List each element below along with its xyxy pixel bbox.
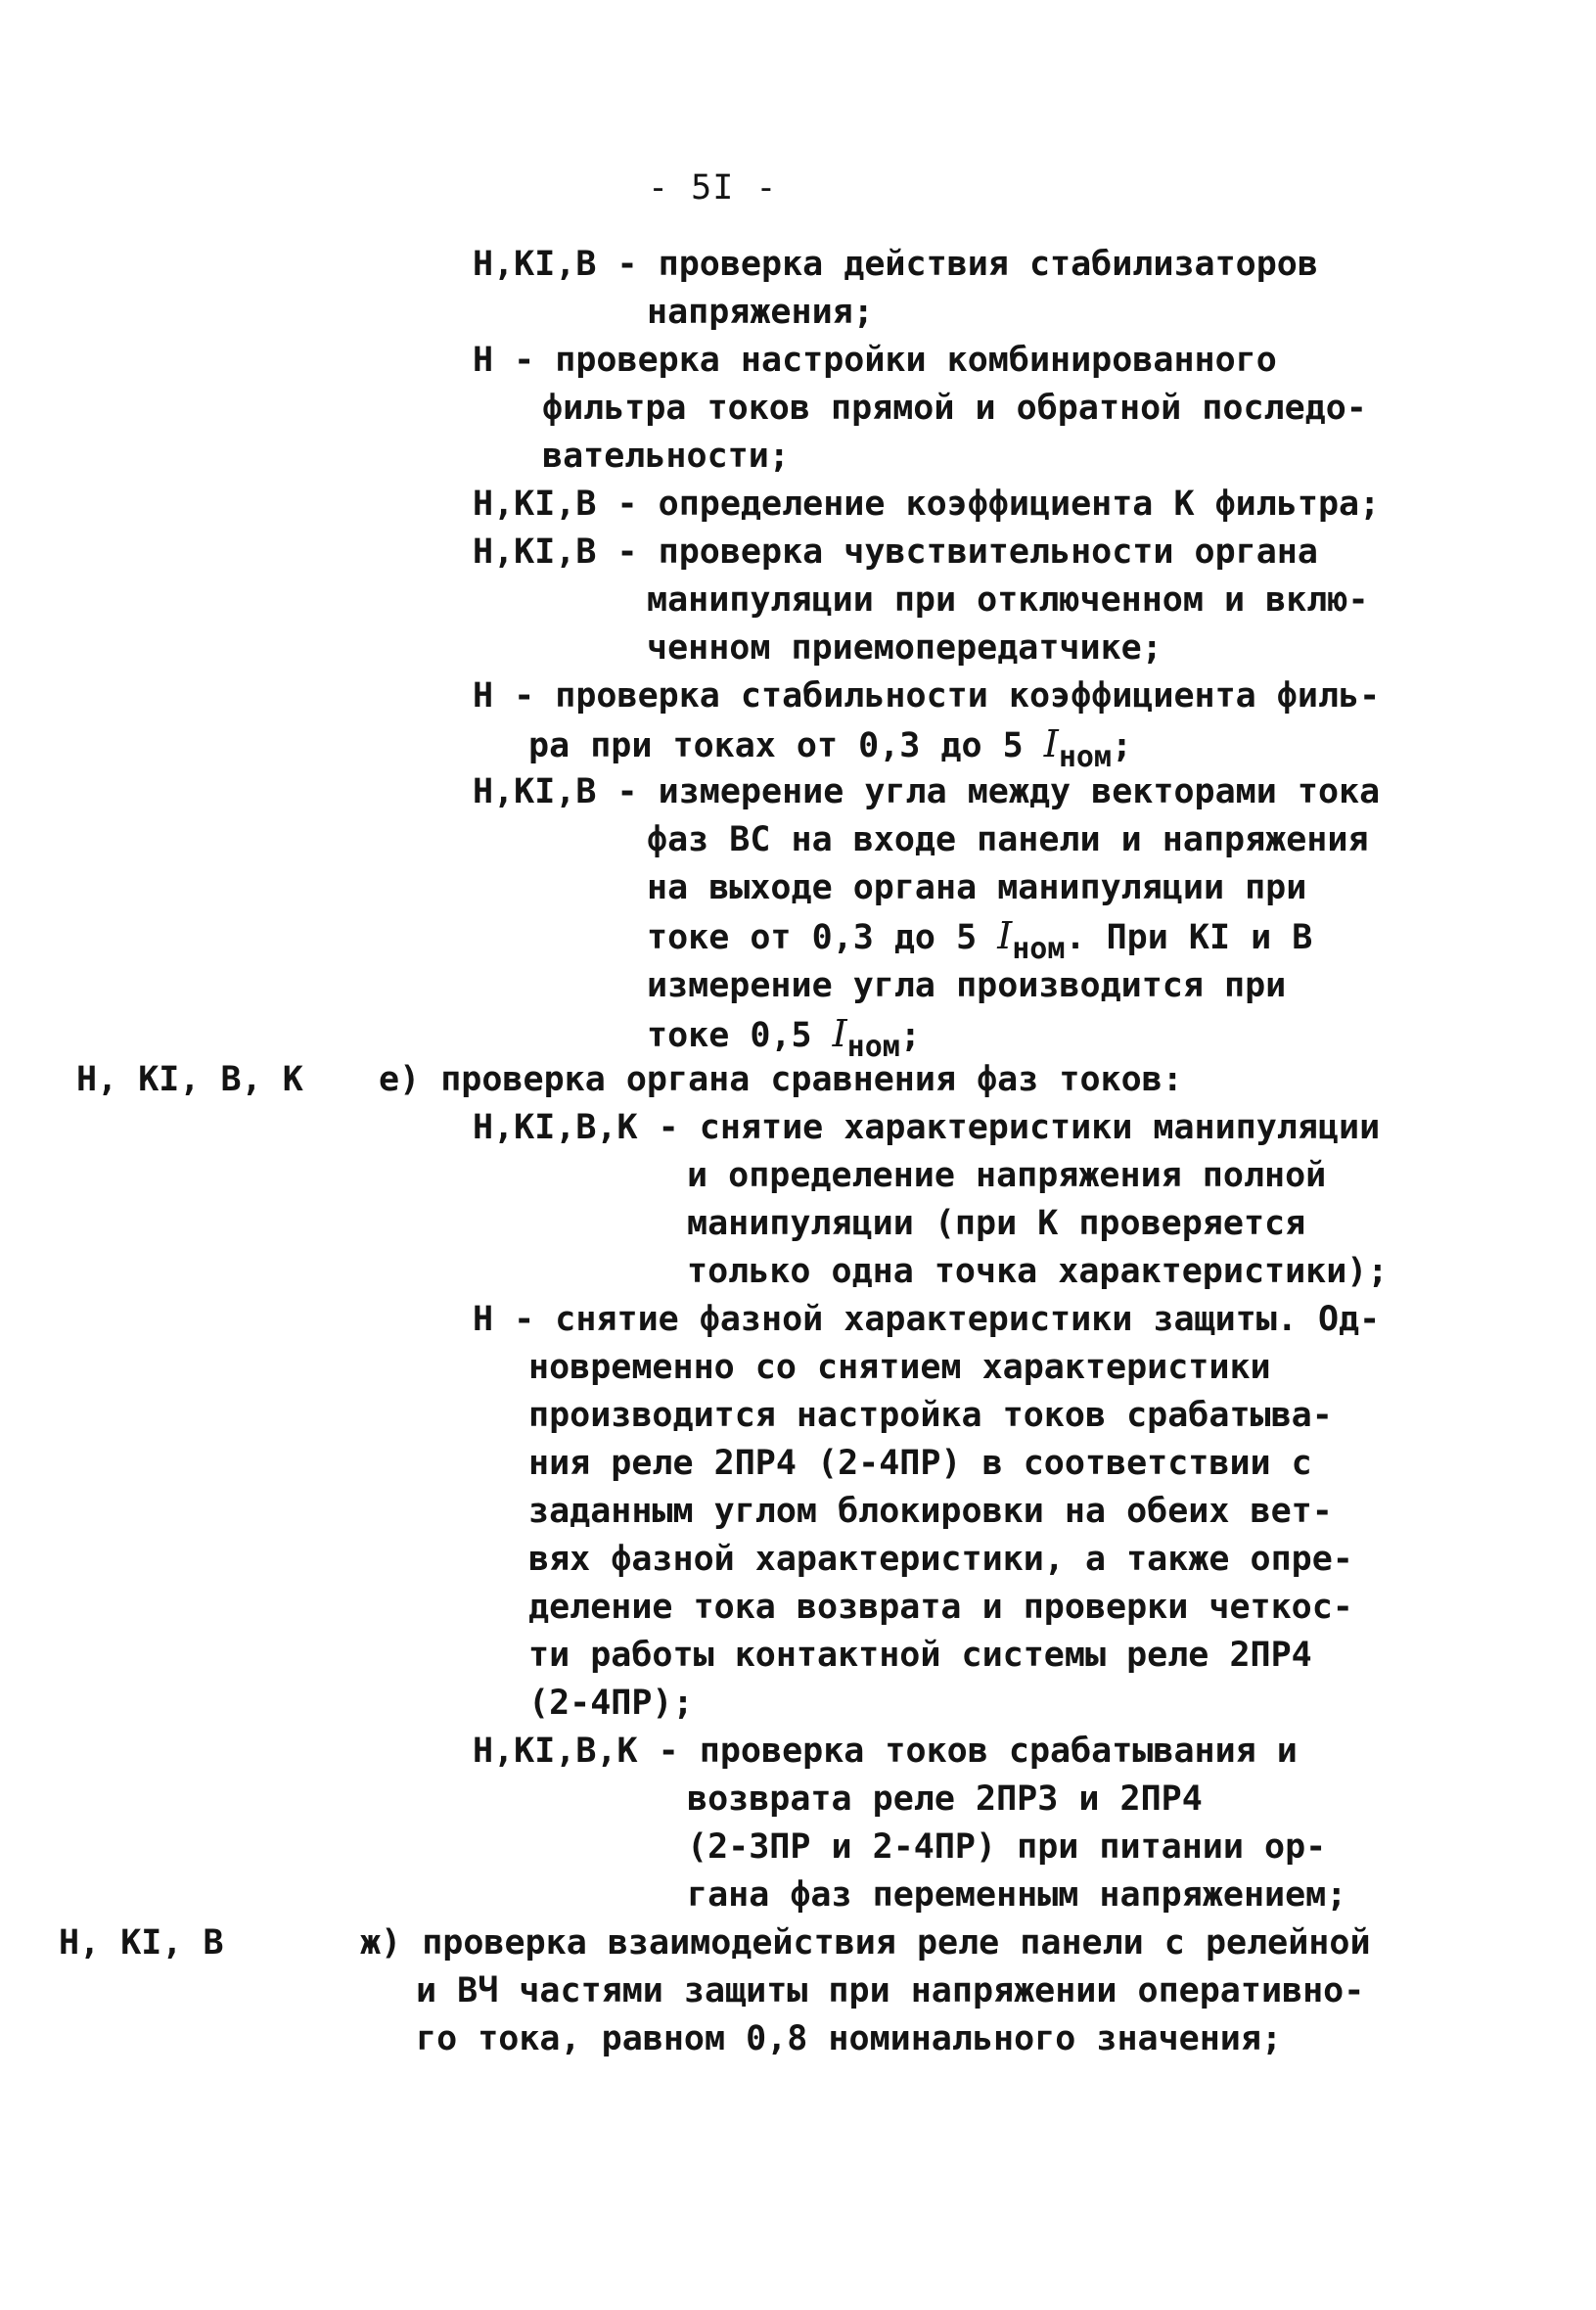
current-symbol: I <box>1043 722 1059 765</box>
text-fragment: ра при токах от 0,3 до 5 <box>528 726 1044 765</box>
text-line: (2-4ПР); <box>528 1684 694 1723</box>
indented-block <box>528 720 1133 774</box>
text-fragment: . При КI и В <box>1065 918 1313 957</box>
section-heading: е) проверка органа сравнения фаз токов: <box>379 1060 1183 1099</box>
text-fragment: токе от 0,3 до 5 <box>647 918 998 957</box>
text-line: возврата реле 2ПР3 и 2ПР4 <box>687 1779 1203 1819</box>
text-line: вательности; <box>542 437 790 476</box>
text-line: фаз ВС на входе панели и напряжения <box>647 820 1369 859</box>
text-line: производится настройка токов срабатыва- <box>528 1396 1333 1435</box>
text-line: ния реле 2ПР4 (2-4ПР) в соответствии с <box>528 1444 1312 1483</box>
text-line: Н,КI,В - измерение угла между векторами тока <box>473 772 1381 811</box>
item-block <box>473 1728 1298 1776</box>
text-line: Н - снятие фазной характеристики защиты. Од- <box>473 1300 1381 1339</box>
margin-label: Н, КI, В <box>59 1923 224 1963</box>
page-number: - 5I - <box>648 168 778 208</box>
text-line: только одна точка характеристики); <box>687 1252 1389 1291</box>
section-heading-block <box>360 1919 1371 1967</box>
text-line: заданным углом блокировки на обеих вет- <box>528 1492 1333 1531</box>
section-heading-block <box>379 1056 1380 1152</box>
indented-block <box>687 1776 1346 1919</box>
text-line: на выходе органа манипуляции при <box>647 868 1307 907</box>
text-line: (2-3ПР и 2-4ПР) при питании ор- <box>687 1827 1327 1867</box>
current-symbol: I <box>997 914 1013 957</box>
current-subscript: ном <box>1012 932 1066 966</box>
text-line: новременно со снятием характеристики <box>528 1348 1271 1387</box>
text-line: ченном приемопередатчике; <box>647 628 1163 668</box>
text-fragment: токе 0,5 <box>647 1016 833 1055</box>
indented-block <box>647 289 874 337</box>
item-block <box>473 672 1380 720</box>
text-line: Н,КI,В,К - снятие характеристики манипуляции <box>473 1108 1381 1147</box>
current-symbol: I <box>832 1012 847 1055</box>
text-line: ти работы контактной системы реле 2ПР4 <box>528 1636 1312 1675</box>
indented-block <box>416 1967 1364 2063</box>
text-line: и определение напряжения полной <box>687 1156 1327 1195</box>
text-line: манипуляции при отключенном и вклю- <box>647 580 1369 620</box>
text-line: Н,КI,В,К - проверка токов срабатывания и <box>473 1732 1298 1771</box>
text-line: манипуляции (при К проверяется <box>687 1204 1306 1243</box>
text-line: Н - проверка стабильности коэффициента филь- <box>473 676 1381 716</box>
section-heading: ж) проверка взаимодействия реле панели с релейной <box>360 1923 1371 1963</box>
item-block <box>473 768 1380 816</box>
text-line-with-formula <box>528 720 1133 774</box>
punctuation: ; <box>899 1016 921 1055</box>
item-block <box>473 481 1380 577</box>
current-subscript: ном <box>1058 740 1112 774</box>
text-line: Н - проверка настройки комбинированного <box>473 341 1277 380</box>
text-line: Н,КI,В - проверка действия стабилизаторов <box>473 245 1318 284</box>
indented-block <box>542 385 1367 481</box>
text-line: измерение угла производится при <box>647 966 1287 1005</box>
indented-block <box>647 816 1369 1064</box>
item-block <box>473 337 1277 385</box>
text-line-with-formula <box>647 912 1369 966</box>
indented-block <box>687 1152 1388 1296</box>
text-line-with-formula <box>647 1010 1369 1064</box>
text-line: фильтра токов прямой и обратной последо- <box>542 389 1367 428</box>
margin-label: Н, КI, В, К <box>76 1060 303 1099</box>
current-subscript: ном <box>846 1030 900 1064</box>
item-block <box>473 1296 1380 1344</box>
text-line: Н,КI,В - проверка чувствительности органа <box>473 532 1318 572</box>
test-items-block <box>473 241 1318 289</box>
text-line: вях фазной характеристики, а также опре- <box>528 1540 1353 1579</box>
text-line: и ВЧ частями защиты при напряжении оперативно- <box>416 1971 1365 2010</box>
text-line: го тока, равном 0,8 номинального значения; <box>416 2019 1283 2058</box>
text-line: Н,КI,В - определение коэффициента К фильтра; <box>473 485 1381 524</box>
text-line: напряжения; <box>647 293 874 332</box>
indented-block <box>528 1344 1353 1728</box>
text-line: гана фаз переменным напряжением; <box>687 1875 1347 1915</box>
text-line: деление тока возврата и проверки четкос- <box>528 1588 1353 1627</box>
indented-block <box>647 577 1369 672</box>
punctuation: ; <box>1112 726 1133 765</box>
